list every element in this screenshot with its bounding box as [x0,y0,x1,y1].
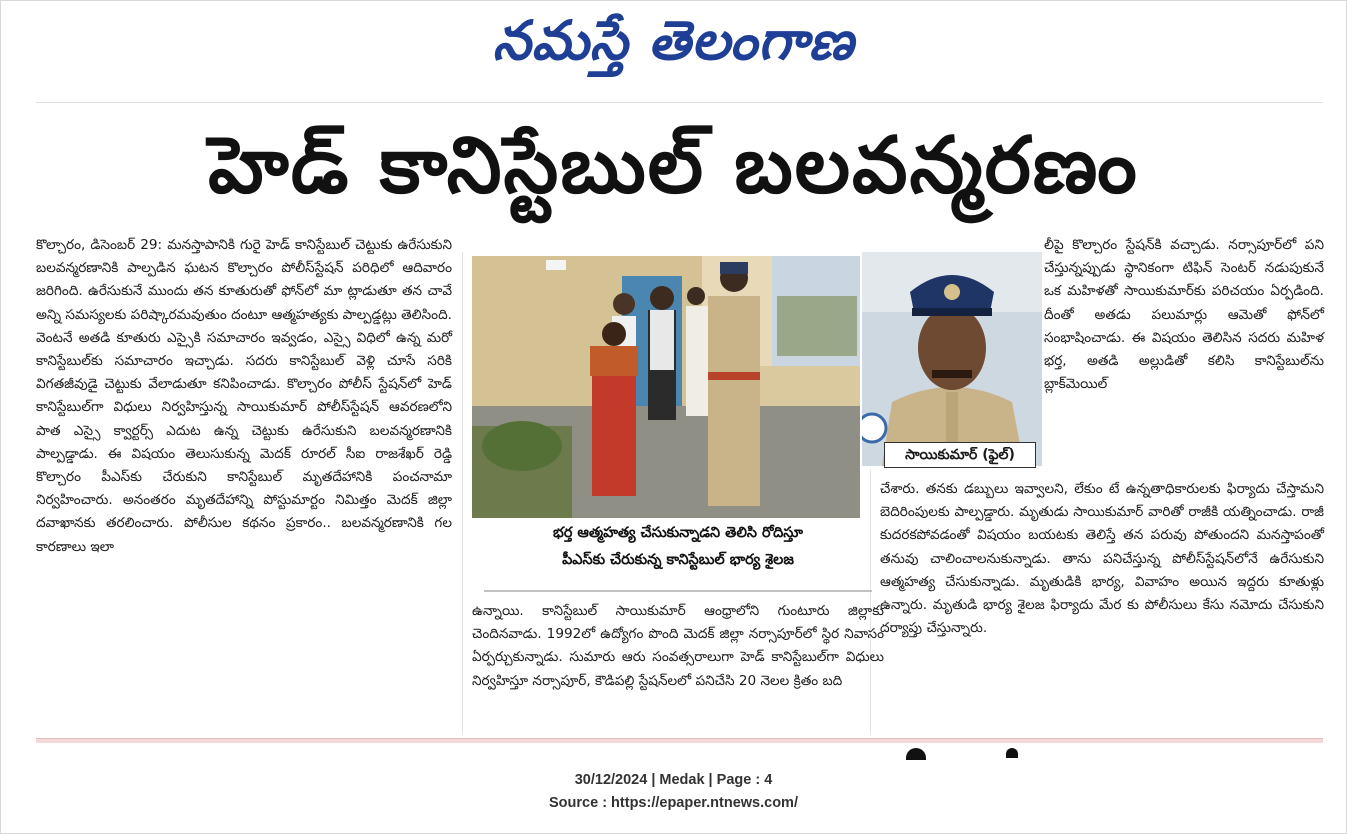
column-divider [462,252,463,734]
article-column-left: కొల్చారం, డిసెంబర్ 29: మనస్తాపానికి గురై హెడ్ కానిస్టేబుల్ చెట్టుకు ఉరేసుకుని బలవన్మరణానికి పాల్పడిన ఘటన కొల్చారం పోలీస్‌స్టేషన్ పరిధిలో ఆదివారం జరిగింది. ఉరేసుకునే ముందు తన కూతురుతో ఫోన్‌లో మా ట్లాడుతూ తన చావే అన్ని సమస్యలకు పరిష్కారమవుతుం దంటూ ఆత్మహత్యకు పాల్పడ్డట్లు తెలిసింది. వెంటనే అతడి కూతురు ఎస్సైకి సమాచారం ఇవ్వడం, ఎస్సై విధిలో ఉన్న మరో కానిస్టేబుల్‌కు సమాచారం ఇచ్చాడు. సదరు కానిస్టేబుల్ వెళ్లి చూసే సరికి విగతజీవుడై చెట్టుకు వేలాడుతూ కనిపించాడు. కొల్చారం పోలీస్ స్టేషన్‌లో హెడ్ కానిస్టేబుల్‌గా విధులు నిర్వహిస్తున్న సాయికుమార్ పోలీస్‌స్టేషన్ ఆవరణలోని పాత ఎస్సై క్వార్టర్స్ ఎదుట ఉన్న చెట్టుకు ఉరేసుకుని బలవన్మరణానికి పాల్పడ్డాడు. ఈ విషయం తెలుసుకున్న మెదక్ రూరల్ సీఐ రాజశేఖర్ రెడ్డి కొల్చారం పీఎస్‌కు చేరుకుని కానిస్టేబుల్ మృతదేహానికి పంచనామా నిర్వహించారు. అనంతరం మృతదేహాన్ని పోస్టుమార్టం నిమిత్తం మెదక్ జిల్లా దవాఖానకు తరలించారు. పోలీసుల కథనం ప్రకారం.. బలవన్మరణానికి గల కారణాలు ఇలా [36,237,452,555]
news-photo-police-station [472,256,860,518]
bottom-divider-band [36,738,1323,743]
source-footer: Source : https://epaper.ntnews.com/ [549,795,798,811]
caption-line: పీఎస్‌కు చేరుకున్న కానిస్టేబుల్ భార్య శైలజ [562,552,794,568]
police-station-scene-image [472,256,860,518]
caption-divider [484,590,872,592]
portrait-caption: సాయికుమార్ (ఫైల్) [884,442,1036,468]
decorative-dot-icon [1006,748,1018,758]
article-column-middle: ఉన్నాయి. కానిస్టేబుల్ సాయికుమార్ ఆంధ్రాలోని గుంటూరు జిల్లాకు చెందినవాడు. 1992లో ఉద్యోగం పొంది మెదక్ జిల్లా నర్సాపూర్‌లో స్థిర నివాసం ఏర్పర్చుకున్నాడు. సుమారు ఆరు సంవత్సరాలుగా హెడ్ కానిస్టేబుల్‌గా విధులు నిర్వహిస్తూ నర్సాపూర్, కౌడిపల్లి స్టేషన్‌లలో పనిచేసి 20 నెలల క్రితం బది [472,603,884,689]
main-photo-caption [472,520,884,586]
newspaper-masthead: నమస్తే తెలంగాణ [492,8,855,72]
article-column-right-lower: చేశారు. తనకు డబ్బులు ఇవ్వాలని, లేకుం టే ఉన్నతాధికారులకు ఫిర్యాదు చేస్తామని బెదిరింపులకు పాల్పడ్డారు. మృతుడు సాయికుమార్ వారితో రాజీకి యత్నించాడు. రాజీ కుదరకపోవడంతో విషయం బయటకు తెలిస్తే తన పరువు పోతుందని మనస్తాపంతో తనువు చాలించాలనుకున్నాడు. తాను పనిచేస్తున్న పోలీస్‌స్టేషన్‌లోనే ఉరేసుకుని ఆత్మహత్య చేసుకున్నాడు. మృతుడికి భార్య, వివాహం అయిన ఇద్దరు కూతుళ్లు ఉన్నారు. మృతుడి భార్య శైలజ ఫిర్యాదు మేర కు పోలీసులు కేసు నమోదు చేసుకుని దర్యాప్తు చేస్తున్నారు. [880,481,1324,637]
portrait-photo-head-constable [862,252,1042,466]
masthead-divider [36,102,1323,103]
caption-line: భర్త ఆత్మహత్య చేసుకున్నాడని తెలిసి రోదిస్తూ [553,525,803,541]
constable-portrait-image [862,252,1042,466]
article-headline: హెడ్ కానిస్టేబుల్ బలవన్మరణం [208,121,1139,211]
page-info-footer: 30/12/2024 | Medak | Page : 4 [574,772,773,788]
article-column-right-upper: లీపై కొల్చారం స్టేషన్‌కి వచ్చాడు. నర్సాపూర్‌లో పని చేస్తున్నప్పుడు స్థానికంగా టిఫిన్ సెంటర్ నడుపుకునే ఒక మహిళతో సాయికుమార్‌కు పరిచయం ఏర్పడింది. దీంతో అతడు పలుమార్లు ఆమెతో ఫోన్‌లో సంభాషించాడు. ఈ విషయం తెలిసిన సదరు మహిళ భర్త, అతడి అల్లుడితో కలిసి కానిస్టేబుల్‌ను బ్లాక్‌మెయిల్ [1044,237,1324,393]
